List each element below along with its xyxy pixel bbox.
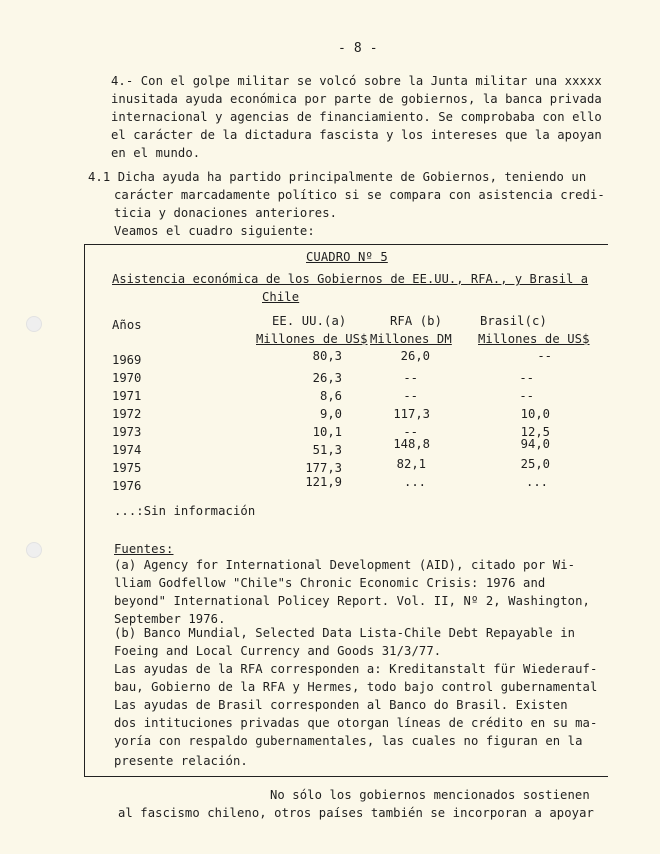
- cell-rfa: --: [403, 425, 418, 439]
- source-line: bau, Gobierno de la RFA y Hermes, todo bajo control gubernamental: [114, 680, 598, 694]
- source-line: September 1976.: [114, 612, 226, 626]
- cell-rfa: --: [403, 371, 418, 385]
- cell-rfa: --: [403, 389, 418, 403]
- para41-line: carácter marcadamente político si se compara con asistencia credi-: [114, 188, 605, 202]
- cell-usa: 8,6: [319, 389, 342, 403]
- para4-line: en el mundo.: [111, 146, 201, 160]
- source-line: Las ayudas de la RFA corresponden a: Kreditanstalt für Wiederauf-: [114, 662, 598, 676]
- para4-line: 4.- Con el golpe militar se volcó sobre la Junta militar una xxxxx: [111, 74, 602, 88]
- para4-line: inusitada ayuda económica por parte de gobiernos, la banca privada: [111, 92, 602, 106]
- source-line: presente relación.: [114, 754, 248, 768]
- cell-usa: 26,3: [312, 371, 342, 385]
- column-unit-brasil: Millones de US$: [478, 332, 590, 346]
- cell-brasil: --: [519, 389, 534, 403]
- cell-usa: 121,9: [305, 475, 342, 489]
- cell-brasil: 25,0: [520, 457, 550, 471]
- cell-year: 1975: [112, 461, 142, 475]
- para41-line: ticia y donaciones anteriores.: [114, 206, 338, 220]
- closing-line: No sólo los gobiernos mencionados sostienen: [270, 788, 590, 802]
- para41-line: 4.1 Dicha ayuda ha partido principalmente de Gobiernos, teniendo un: [88, 170, 587, 184]
- source-line: dos intituciones privadas que otorgan líneas de crédito en su ma-: [114, 716, 598, 730]
- cell-rfa: 117,3: [393, 407, 430, 421]
- cell-usa: 80,3: [312, 349, 342, 363]
- para4-line: internacional y agencias de financiamiento. Se comprobaba con ello: [111, 110, 602, 124]
- table-title-line2: Chile: [262, 290, 300, 304]
- para41-line: Veamos el cuadro siguiente:: [114, 224, 315, 238]
- source-line: (b) Banco Mundial, Selected Data Lista-Chile Debt Repayable in: [114, 626, 576, 640]
- column-header-usa: EE. UU.(a): [272, 314, 347, 328]
- closing-line: al fascismo chileno, otros países también se incorporan a apoyar: [118, 806, 594, 820]
- cell-brasil: 12,5: [520, 425, 550, 439]
- source-line: yoría con respaldo gubernamentales, las cuales no figuran en la: [114, 734, 583, 748]
- cell-year: 1973: [112, 425, 142, 439]
- page-number: - 8 -: [338, 41, 378, 56]
- column-header-years: Años: [112, 318, 142, 332]
- cell-rfa: 82,1: [396, 457, 426, 471]
- cell-year: 1971: [112, 389, 142, 403]
- cell-usa: 177,3: [305, 461, 342, 475]
- cell-year: 1976: [112, 479, 142, 493]
- source-line: Las ayudas de Brasil corresponden al Banco do Brasil. Existen: [114, 698, 568, 712]
- column-unit-rfa: Millones DM: [370, 332, 452, 346]
- source-line: lliam Godfellow "Chile"s Chronic Economic Crisis: 1976 and: [114, 576, 546, 590]
- cell-brasil: 94,0: [520, 437, 550, 451]
- source-line: beyond" International Policey Report. Vol. II, Nº 2, Washington,: [114, 594, 590, 608]
- punch-hole: [26, 542, 42, 558]
- cell-usa: 10,1: [312, 425, 342, 439]
- column-unit-usa: Millones de US$: [256, 332, 368, 346]
- cell-rfa: 148,8: [393, 437, 430, 451]
- cell-brasil: --: [519, 371, 534, 385]
- cell-year: 1970: [112, 371, 142, 385]
- cell-brasil: 10,0: [520, 407, 550, 421]
- sources-heading: Fuentes:: [114, 542, 174, 556]
- cell-brasil: --: [537, 349, 552, 363]
- cell-year: 1972: [112, 407, 142, 421]
- punch-hole: [26, 316, 42, 332]
- column-header-brasil: Brasil(c): [480, 314, 547, 328]
- table-legend: ...:Sin información: [114, 504, 256, 518]
- cell-rfa: 26,0: [400, 349, 430, 363]
- cell-brasil: ...: [525, 475, 548, 489]
- cell-usa: 51,3: [312, 443, 342, 457]
- para4-line: el carácter de la dictadura fascista y los intereses que la apoyan: [111, 128, 602, 142]
- column-header-rfa: RFA (b): [390, 314, 443, 328]
- table-caption: CUADRO Nº 5: [306, 250, 388, 264]
- source-line: (a) Agency for International Development (AID), citado por Wi-: [114, 558, 576, 572]
- cell-rfa: ...: [403, 475, 426, 489]
- table-title: Asistencia económica de los Gobiernos de EE.UU., RFA., y Brasil a: [112, 272, 589, 286]
- cell-usa: 9,0: [319, 407, 342, 421]
- cell-year: 1974: [112, 443, 142, 457]
- cell-year: 1969: [112, 353, 142, 367]
- source-line: Foeing and Local Currency and Goods 31/3/77.: [114, 644, 442, 658]
